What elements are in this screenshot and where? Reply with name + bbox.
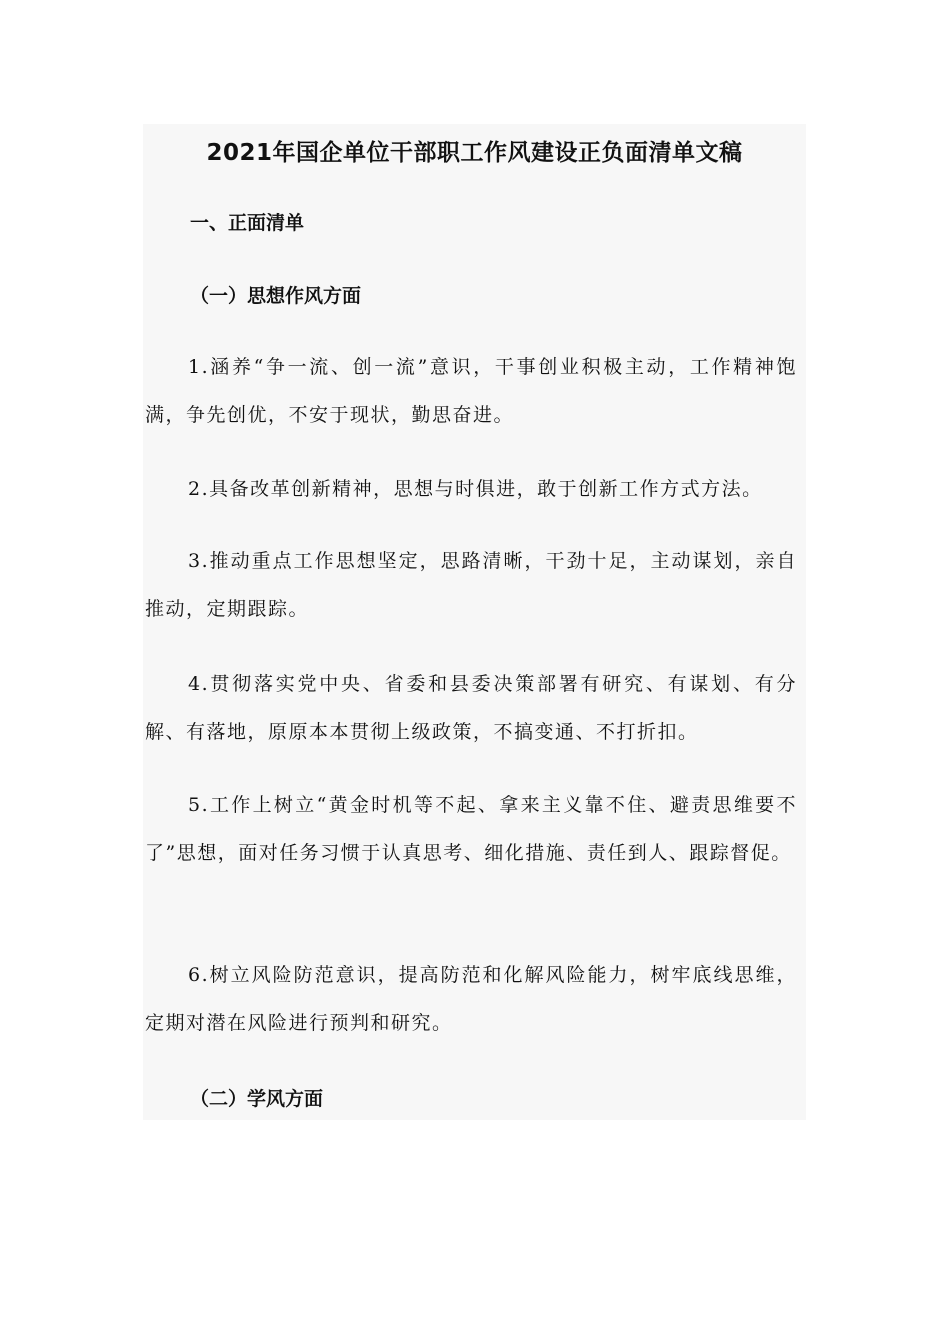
subsection-heading-study-style: （二）学风方面 xyxy=(190,1088,324,1110)
list-item-6: 6.树立风险防范意识，提高防范和化解风险能力，树牢底线思维，定期对潜在风险进行预判和研究。 xyxy=(145,964,797,1034)
subsection-heading-thinking-style: （一）思想作风方面 xyxy=(190,285,362,307)
list-item-1: 1.涵养“争一流、创一流”意识，干事创业积极主动，工作精神饱满，争先创优，不安于现状，勤思奋进。 xyxy=(145,356,797,426)
document-title: 2021年国企单位干部职工作风建设正负面清单文稿 xyxy=(206,140,743,166)
list-item-4: 4.贯彻落实党中央、省委和县委决策部署有研究、有谋划、有分解、有落地，原原本本贯彻上级政策，不搞变通、不打折扣。 xyxy=(145,673,797,743)
list-item-3: 3.推动重点工作思想坚定，思路清晰，干劲十足，主动谋划，亲自推动，定期跟踪。 xyxy=(145,550,797,620)
list-item-5: 5.工作上树立“黄金时机等不起、拿来主义靠不住、避责思维要不了”思想，面对任务习惯于认真思考、细化措施、责任到人、跟踪督促。 xyxy=(145,794,797,864)
section-heading-positive-list: 一、正面清单 xyxy=(190,212,305,234)
list-item-2: 2.具备改革创新精神，思想与时俱进，敢于创新工作方式方法。 xyxy=(188,478,763,500)
